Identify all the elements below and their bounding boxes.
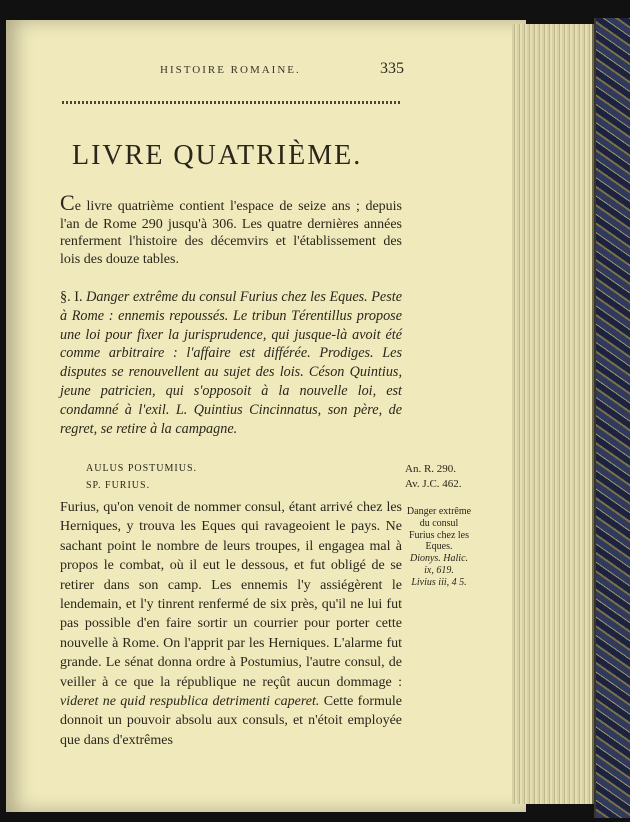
ornamental-rule — [62, 101, 400, 104]
intro-text: e livre quatrième contient l'espace de seize ans ; depuis l'an de Rome 290 jusqu'à 306. Les quatre dernières années renferment l'histoire des décemvirs et l'établissement des lois des douze tables. — [60, 199, 402, 267]
margin-ref-livy: Livius iii, 4 5. — [411, 576, 467, 588]
marbled-cover — [594, 18, 630, 818]
body-text: Furius, qu'on venoit de nommer consul, étant arrivé chez les Herniques, y trouva les Eques qui ravageoient le pays. Ne sachant point le nombre de leurs troupes, il engagea mal à propos le combat, où il eut le dessous, et fut obligé de se retirer dans son camp. Les ennemis l'y assiégèrent le lendemain, et l'y tinrent renfermé de six près, qu'il ne lui fut pas possible d'en faire sortir un courrier pour porter cette nouvelle à Rome. On l'apprit par les Herniques. L'alarme fut grande. Le sénat donna ordre à Postumius, l'autre consul, de veiller à ce que la république ne reçût aucun dommage : — [60, 500, 402, 690]
chapter-summary — [60, 288, 402, 438]
year-note — [405, 462, 462, 492]
summary-text: Danger extrême du consul Furius chez les Eques. Peste à Rome : ennemis repoussés. Le tribun Térentillus propose une loi pour fixer la jurisprudence, qui jusque-là avoit été comme arbitraire : l'affaire est différée. Prodiges. Les disputes se renouvellent au sujet des lois. Céson Quintius, jeune patricien, qui s'opposoit à la nouvelle loi, est condamné à l'exil. L. Quintius Cincinnatus, son père, de regret, se retire à la campagne. — [60, 289, 402, 437]
year-rome: An. R. 290. — [405, 463, 457, 475]
consuls-list — [86, 460, 197, 494]
body-text-end: Cette formule donnoit un pouvoir absolu aux consuls, et n'étoit employée que dans d'extrêmes — [60, 694, 402, 748]
margin-ref-dionysius: Dionys. Halic. ix, 619. — [409, 553, 469, 576]
consul-1: AULUS POSTUMIUS. — [86, 463, 198, 474]
margin-note — [406, 506, 472, 589]
page-edges — [512, 24, 595, 804]
latin-quote: videret ne quid respublica detrimenti caperet. — [60, 694, 320, 710]
margin-note-text: Danger extrême du consul Furius chez les Eques. — [406, 506, 472, 553]
drop-cap: C — [60, 190, 75, 215]
body-paragraph — [60, 498, 402, 750]
consul-2: SP. FURIUS. — [86, 480, 151, 491]
section-mark: §. I. — [60, 289, 83, 305]
intro-paragraph — [60, 190, 402, 268]
year-bc: Av. J.C. 462. — [405, 478, 462, 490]
book-title: LIVRE QUATRIÈME. — [72, 140, 363, 171]
page-number: 335 — [380, 60, 404, 77]
running-title: HISTOIRE ROMAINE. — [160, 64, 301, 76]
